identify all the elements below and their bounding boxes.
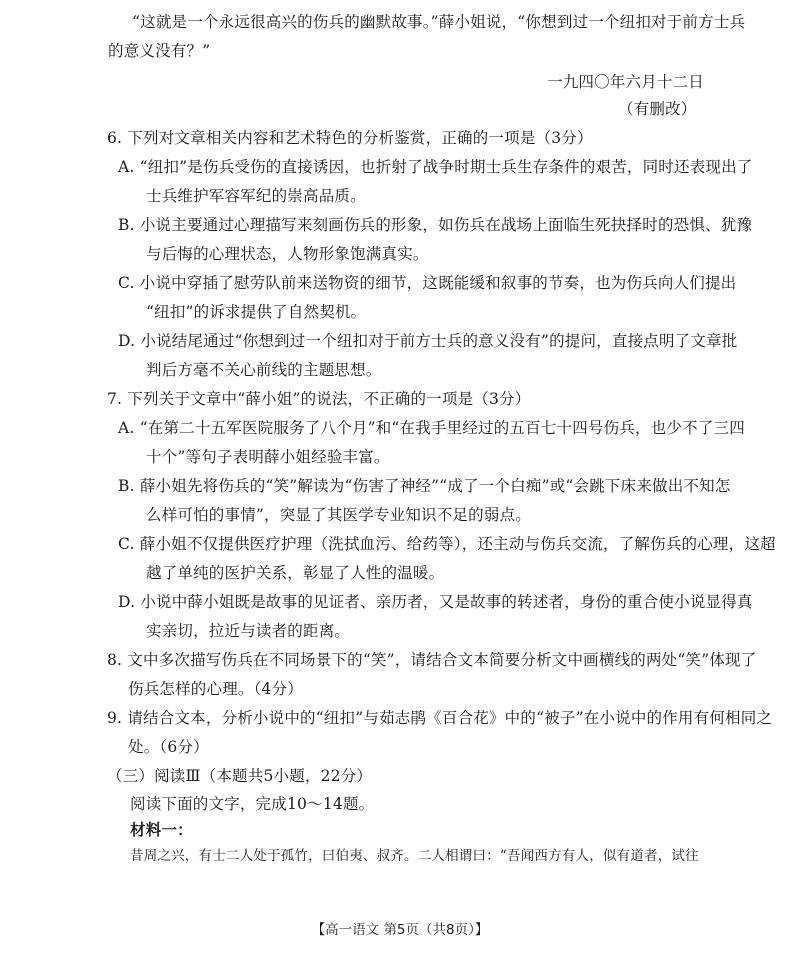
q6-option-a-line1: A. “纽扣”是伤兵受伤的直接诱因，也折射了战争时期士兵生存条件的艰苦，同时还表现出了 — [118, 158, 753, 176]
q6-option-b-line1: B. 小说主要通过心理描写来刻画伤兵的形象，如伤兵在战场上面临生死抉择时的恐惧、犹豫 — [118, 216, 753, 234]
q9-line-2: 处。（6分） — [128, 738, 209, 756]
q7-option-b-line2: 么样可怕的事情”，突显了其医学专业知识不足的弱点。 — [146, 506, 531, 524]
q6-option-d-line2: 判后方毫不关心前线的主题思想。 — [146, 361, 382, 379]
q6-option-c-line2: “纽扣”的诉求提供了自然契机。 — [146, 303, 367, 321]
footer-text: 【高一语文 第5页（共8页）】 — [311, 922, 489, 938]
q6-stem: 6. 下列对文章相关内容和艺术特色的分析鉴赏，正确的一项是（3分） — [107, 129, 593, 147]
q7-option-a-line2: 十个”等句子表明薛小姐经验丰富。 — [146, 448, 390, 466]
classical-line-1: 昔周之兴，有士二人处于孤竹，曰伯夷、叔齐。二人相谓曰：“吾闻西方有人，似有道者，试往 — [130, 848, 699, 864]
date-line: 一九四〇年六月十二日 — [547, 73, 705, 91]
q9-line-1: 9. 请结合文本，分析小说中的“纽扣”与茹志鹃《百合花》中的“被子”在小说中的作用有何相同之 — [107, 709, 773, 727]
section3-instruction: 阅读下面的文字，完成10～14题。 — [130, 795, 375, 813]
q7-option-c-line1: C. 薛小姐不仅提供医疗护理（洗拭血污、给药等），还主动与伤兵交流，了解伤兵的心理，这超 — [118, 535, 776, 553]
edit-note: （有删改） — [618, 100, 697, 118]
q7-stem: 7. 下列关于文章中“薛小姐”的说法，不正确的一项是（3分） — [107, 390, 531, 408]
q6-option-a-line2: 士兵维护军容军纪的崇高品质。 — [146, 187, 366, 205]
q6-option-c-line1: C. 小说中穿插了慰劳队前来送物资的细节，这既能缓和叙事的节奏，也为伤兵向人们提出 — [118, 274, 737, 292]
q8-line-1: 8. 文中多次描写伤兵在不同场景下的“笑”，请结合文本简要分析文中画横线的两处“笑”体现了 — [107, 651, 757, 669]
q6-option-d-line1: D. 小说结尾通过“你想到过一个纽扣对于前方士兵的意义没有”的提问，直接点明了文章批 — [118, 332, 738, 350]
intro-line-2: 的意义没有？” — [108, 42, 211, 60]
page-footer — [0, 918, 800, 938]
section3-heading: （三）阅读Ⅲ（本题共5小题，22分） — [107, 767, 373, 785]
q7-option-d-line2: 实亲切，拉近与读者的距离。 — [146, 622, 351, 640]
q7-option-d-line1: D. 小说中薛小姐既是故事的见证者、亲历者，又是故事的转述者，身份的重合使小说显得真 — [118, 593, 753, 611]
q7-option-b-line1: B. 薛小姐先将伤兵的“笑”解读为“伤害了神经”“成了一个白痴”或“会跳下床来做出不知怎 — [118, 477, 731, 495]
intro-line-1: “这就是一个永远很高兴的伤兵的幽默故事。”薛小姐说，“你想到过一个纽扣对于前方士兵 — [132, 13, 746, 31]
material-one-label: 材料一： — [130, 820, 193, 839]
q8-line-2: 伤兵怎样的心理。（4分） — [128, 680, 304, 698]
q6-option-b-line2: 与后悔的心理状态，人物形象饱满真实。 — [146, 245, 429, 263]
q7-option-c-line2: 越了单纯的医护关系，彰显了人性的温暖。 — [146, 564, 445, 582]
q7-option-a-line1: A. “在第二十五军医院服务了八个月”和“在我手里经过的五百七十四号伤兵，也少不了三四 — [118, 419, 745, 437]
